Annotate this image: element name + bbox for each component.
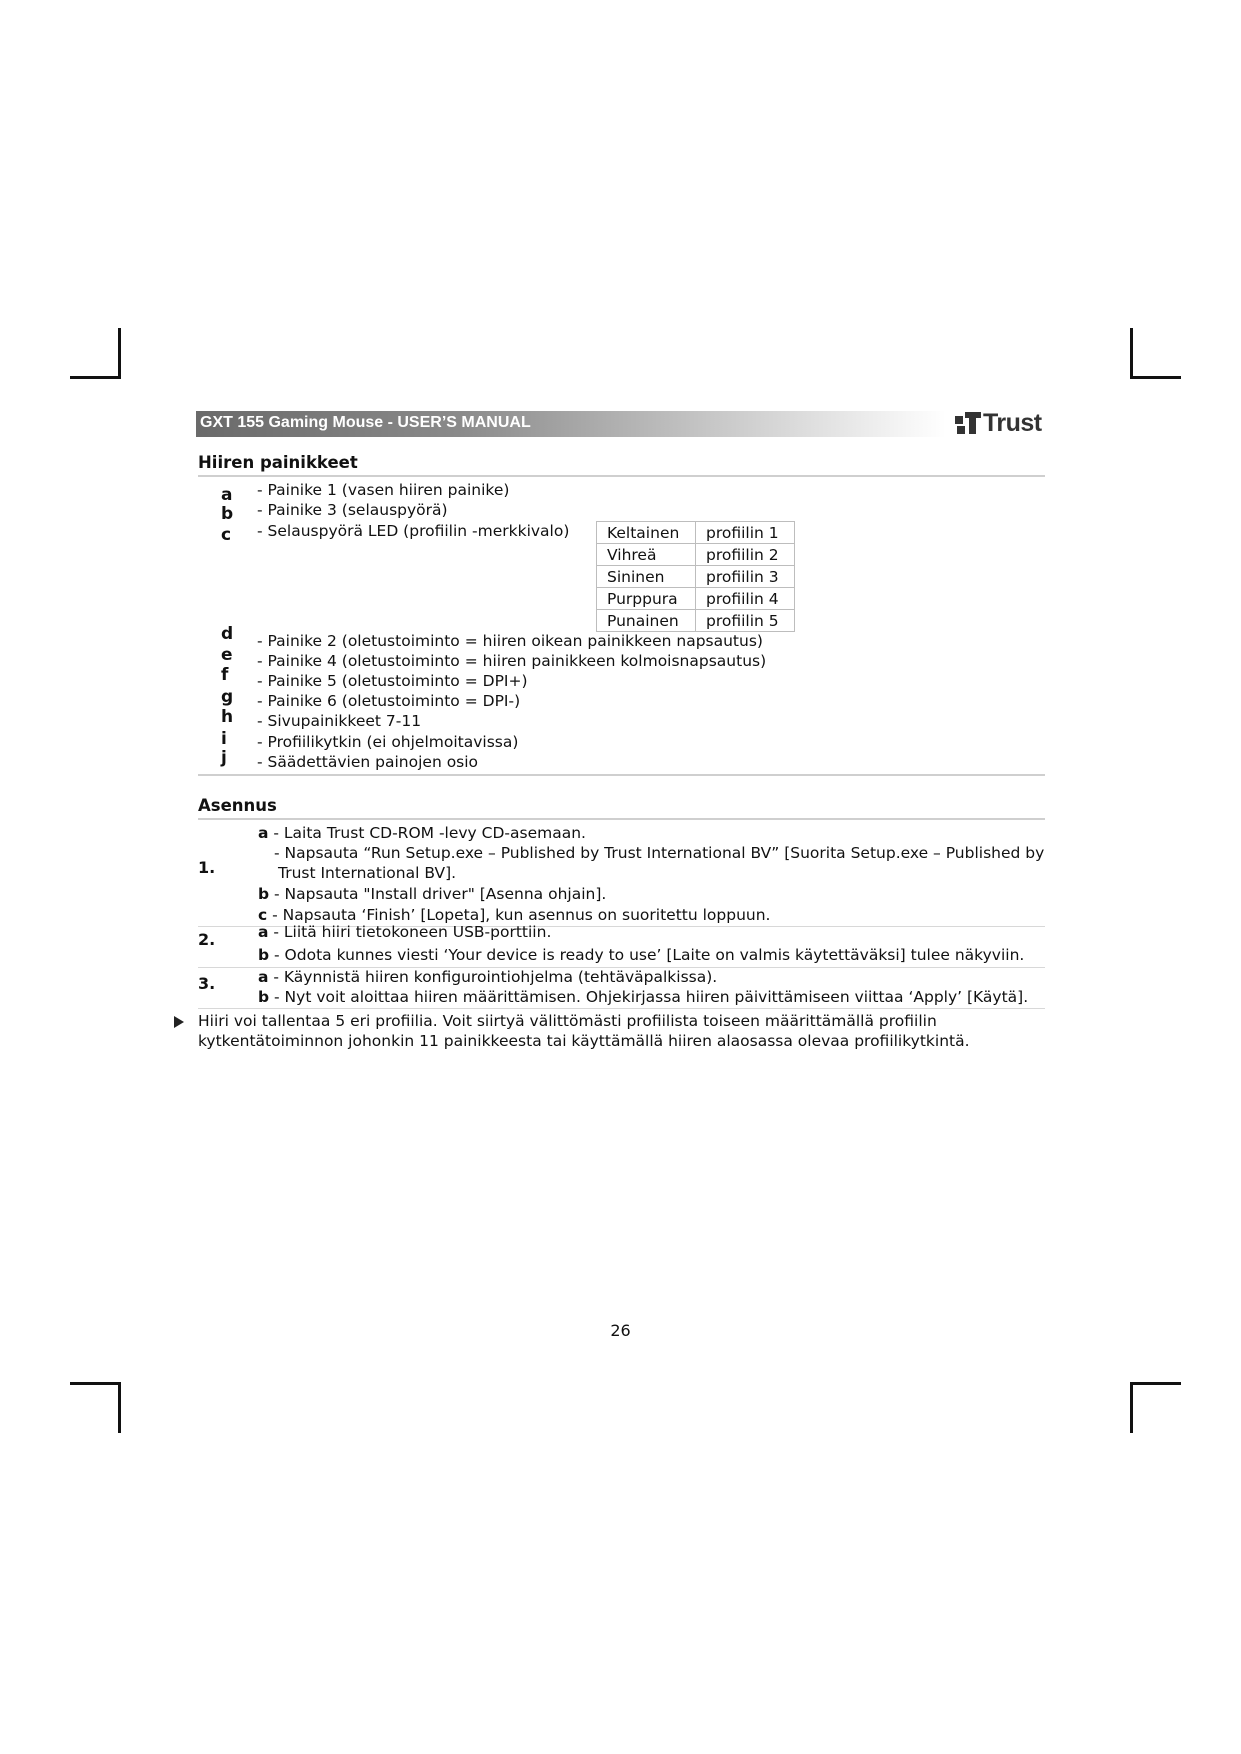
section-heading-install: Asennus	[198, 796, 277, 815]
step2-a	[258, 922, 551, 942]
step2-b	[258, 945, 1024, 965]
item-letter-g: g	[221, 687, 234, 707]
item-text-h: - Sivupainikkeet 7-11	[257, 712, 422, 730]
step-number-2: 2.	[198, 930, 216, 949]
item-letter-i: i	[221, 729, 227, 749]
divider	[198, 1008, 1045, 1009]
table-row	[597, 610, 795, 632]
item-text-g: - Painike 6 (oletustoiminto = DPI-)	[257, 692, 521, 710]
step-letter: b	[258, 988, 270, 1006]
crop-mark-top-right	[1130, 328, 1181, 379]
table-cell-color: Purppura	[597, 588, 696, 610]
step-number-1: 1.	[198, 858, 216, 877]
table-cell-profile: profiilin 3	[696, 566, 795, 588]
table-cell-color: Vihreä	[597, 544, 696, 566]
item-text-d: - Painike 2 (oletustoiminto = hiiren oikean painikkeen napsautus)	[257, 632, 763, 650]
step1-a-line2: - Napsauta “Run Setup.exe – Published by Trust International BV” [Suorita Setup.exe – Published by	[274, 844, 1045, 862]
table-cell-profile: profiilin 2	[696, 544, 795, 566]
table-cell-profile: profiilin 5	[696, 610, 795, 632]
step-text: - Napsauta ‘Finish’ [Lopeta], kun asennus on suoritettu loppuun.	[267, 906, 771, 924]
item-letter-c: c	[221, 525, 232, 545]
step1-a	[258, 823, 586, 843]
item-letter-h: h	[221, 707, 234, 727]
table-row	[597, 566, 795, 588]
item-text-f: - Painike 5 (oletustoiminto = DPI+)	[257, 672, 528, 690]
item-text-e: - Painike 4 (oletustoiminto = hiiren painikkeen kolmoisnapsautus)	[257, 652, 767, 670]
step-text: - Käynnistä hiiren konfigurointiohjelma (tehtäväpalkissa).	[268, 968, 718, 986]
trust-logo	[955, 409, 1042, 437]
table-row	[597, 544, 795, 566]
step-letter: a	[258, 923, 269, 941]
step1-b	[258, 884, 606, 904]
step1-a-line3: Trust International BV].	[278, 864, 457, 882]
step-text: - Laita Trust CD-ROM -levy CD-asemaan.	[268, 824, 586, 842]
item-letter-f: f	[221, 665, 229, 685]
divider	[198, 818, 1045, 820]
section-heading-buttons: Hiiren painikkeet	[198, 453, 358, 472]
item-letter-e: e	[221, 645, 233, 665]
item-text-b: - Painike 3 (selauspyörä)	[257, 501, 448, 519]
arrow-bullet-icon	[174, 1016, 184, 1028]
divider	[198, 475, 1045, 477]
step-letter: b	[258, 946, 270, 964]
step-letter: a	[258, 968, 269, 986]
manual-title: GXT 155 Gaming Mouse - USER’S MANUAL	[200, 414, 531, 431]
step3-b	[258, 987, 1028, 1007]
table-cell-profile: profiilin 1	[696, 522, 795, 544]
step-letter: b	[258, 885, 270, 903]
item-letter-a: a	[221, 485, 233, 505]
crop-mark-bottom-left	[70, 1382, 121, 1433]
divider	[198, 774, 1045, 776]
note-line-1: Hiiri voi tallentaa 5 eri profiilia. Voit siirtyä välittömästi profiilista toiseen määrittämällä profiilin	[198, 1012, 937, 1030]
step-text: - Liitä hiiri tietokoneen USB-porttiin.	[268, 923, 552, 941]
step-text: - Napsauta "Install driver" [Asenna ohjain].	[269, 885, 607, 903]
table-row	[597, 588, 795, 610]
trust-logo-icon	[955, 412, 981, 434]
step3-a	[258, 967, 717, 987]
item-text-c: - Selauspyörä LED (profiilin -merkkivalo)	[257, 522, 570, 540]
item-letter-j: j	[221, 748, 227, 768]
item-text-i: - Profiilikytkin (ei ohjelmoitavissa)	[257, 733, 519, 751]
crop-mark-top-left	[70, 328, 121, 379]
trust-logo-text: Trust	[983, 408, 1042, 437]
table-cell-profile: profiilin 4	[696, 588, 795, 610]
item-letter-d: d	[221, 624, 234, 644]
page-number: 26	[610, 1321, 631, 1340]
item-text-j: - Säädettävien painojen osio	[257, 753, 479, 771]
table-cell-color: Punainen	[597, 610, 696, 632]
step-letter: a	[258, 824, 269, 842]
step-text: - Odota kunnes viesti ‘Your device is ready to use’ [Laite on valmis käytettäväksi] tulee näkyviin.	[269, 946, 1025, 964]
note-line-2: kytkentätoiminnon johonkin 11 painikkeesta tai käyttämällä hiiren alaosassa olevaa profiilikytkintä.	[198, 1032, 970, 1050]
table-row	[597, 522, 795, 544]
table-cell-color: Sininen	[597, 566, 696, 588]
table-cell-color: Keltainen	[597, 522, 696, 544]
step-letter: c	[258, 906, 268, 924]
item-text-a: - Painike 1 (vasen hiiren painike)	[257, 481, 510, 499]
profile-color-table	[596, 521, 795, 632]
item-letter-b: b	[221, 504, 234, 524]
crop-mark-bottom-right	[1130, 1382, 1181, 1433]
step-number-3: 3.	[198, 974, 216, 993]
step-text: - Nyt voit aloittaa hiiren määrittämisen. Ohjekirjassa hiiren päivittämiseen viittaa ‘Apply’ [Käytä].	[269, 988, 1029, 1006]
